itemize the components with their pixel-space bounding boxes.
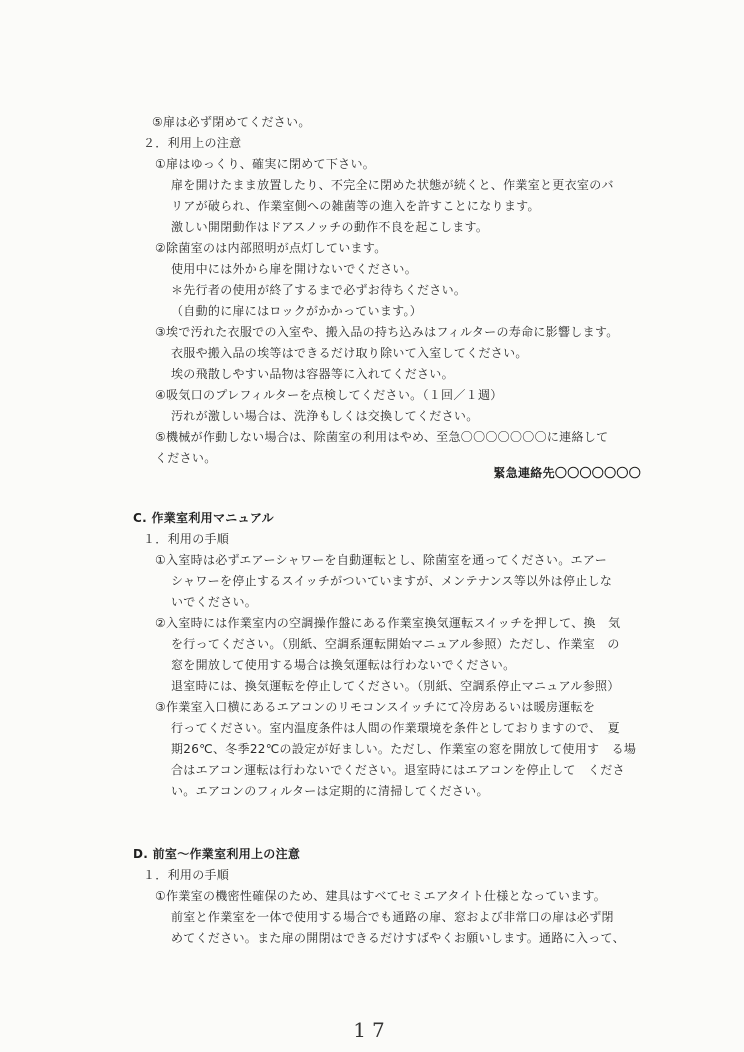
section-c-step-3: ③作業室入口横にあるエアコンのリモコンスイッチにて冷房あるいは暖房運転を — [155, 700, 596, 714]
note-3-line-a: 衣服や搬入品の埃等はできるだけ取り除いて入室してください。 — [171, 346, 528, 360]
note-1-line-c: 激しい開閉動作はドアスノッチの動作不良を起こします。 — [171, 220, 489, 234]
section-d-title: D. 前室～作業室利用上の注意 — [133, 847, 301, 861]
section-c-step-1-line-a: シャワーを停止するスイッチがついていますが、メンテナンス等以外は停止しな — [171, 574, 613, 588]
note-3: ③埃で汚れた衣服での入室や、搬入品の持ち込みはフィルターの寿命に影響します。 — [155, 325, 619, 339]
note-4-line-a: 汚れが激しい場合は、洗浄もしくは交換してください。 — [171, 409, 479, 423]
section-c-step-3-line-c: 合はエアコン運転は行わないでください。退室時にはエアコンを停止して くださ — [171, 763, 625, 777]
section-c-subheading: １．利用の手順 — [143, 532, 230, 546]
section-c-step-2-line-c: 退室時には、換気運転を停止してください。（別紙、空調系停止マニュアル参照） — [171, 679, 620, 693]
note-1-line-a: 扉を開けたまま放置したり、不完全に閉めた状態が続くと、作業室と更衣室のバ — [171, 178, 614, 192]
note-2: ②除菌室のは内部照明が点灯しています。 — [155, 241, 387, 255]
section-c-step-2-line-a: を行ってください。（別紙、空調系運転開始マニュアル参照）ただし、作業室 の — [171, 637, 620, 651]
section-c-step-1-line-b: いでください。 — [171, 595, 258, 609]
emergency-contact: 緊急連絡先〇〇〇〇〇〇〇 — [493, 466, 641, 480]
section-c-step-1: ①入室時は必ずエアーシャワーを自動運転とし、除菌室を通ってください。エアー — [155, 553, 608, 567]
section-d-step-1: ①作業室の機密性確保のため、建具はすべてセミエアタイト仕様となっています。 — [155, 889, 607, 903]
section-d-subheading: １．利用の手順 — [143, 868, 230, 882]
note-3-line-b: 埃の飛散しやすい品物は容器等に入れてください。 — [171, 367, 454, 381]
note-2-line-a: 使用中には外から扉を開けないでください。 — [171, 262, 418, 276]
note-1: ①扉はゆっくり、確実に閉めて下さい。 — [155, 157, 376, 171]
note-2-line-c: （自動的に扉にはロックがかかっています。） — [171, 304, 423, 318]
section-c-step-2: ②入室時には作業室内の空調操作盤にある作業室換気運転スイッチを押して、換 気 — [155, 616, 621, 630]
note-5-line-a: ください。 — [155, 451, 217, 465]
section-c-step-2-line-b: 窓を開放して使用する場合は換気運転は行わないでください。 — [171, 658, 516, 672]
section-c-step-3-line-b: 期26℃、冬季22℃の設定が好ましい。ただし、作業室の窓を開放して使用す る場 — [171, 742, 637, 756]
section-d-step-1-line-a: 前室と作業室を一体で使用する場合でも通路の扉、窓および非常口の扉は必ず閉 — [171, 910, 614, 924]
item-5-door-close: ⑤扉は必ず閉めてください。 — [152, 115, 311, 129]
note-5: ⑤機械が作動しない場合は、除菌室の利用はやめ、至急〇〇〇〇〇〇〇に連絡して — [155, 430, 609, 444]
section-d-step-1-line-b: めてください。また扉の開閉はできるだけすばやくお願いします。通路に入って、 — [171, 931, 625, 945]
note-4: ④吸気口のプレフィルターを点検してください。（１回／１週） — [155, 388, 503, 402]
section-c-step-3-line-d: い。エアコンのフィルターは定期的に清掃してください。 — [171, 784, 489, 798]
note-1-line-b: リアが破られ、作業室側への雑菌等の進入を許すことになります。 — [171, 199, 540, 213]
page-number: 17 — [353, 1018, 391, 1042]
note-2-line-b: ＊先行者の使用が終了するまで必ずお待ちください。 — [171, 283, 467, 297]
section-c-step-3-line-a: 行ってください。室内温度条件は人間の作業環境を条件としておりますので、 夏 — [171, 721, 620, 735]
section-c-title: C. 作業室利用マニュアル — [133, 511, 274, 525]
subheading-usage-notes: ２．利用上の注意 — [143, 136, 242, 150]
